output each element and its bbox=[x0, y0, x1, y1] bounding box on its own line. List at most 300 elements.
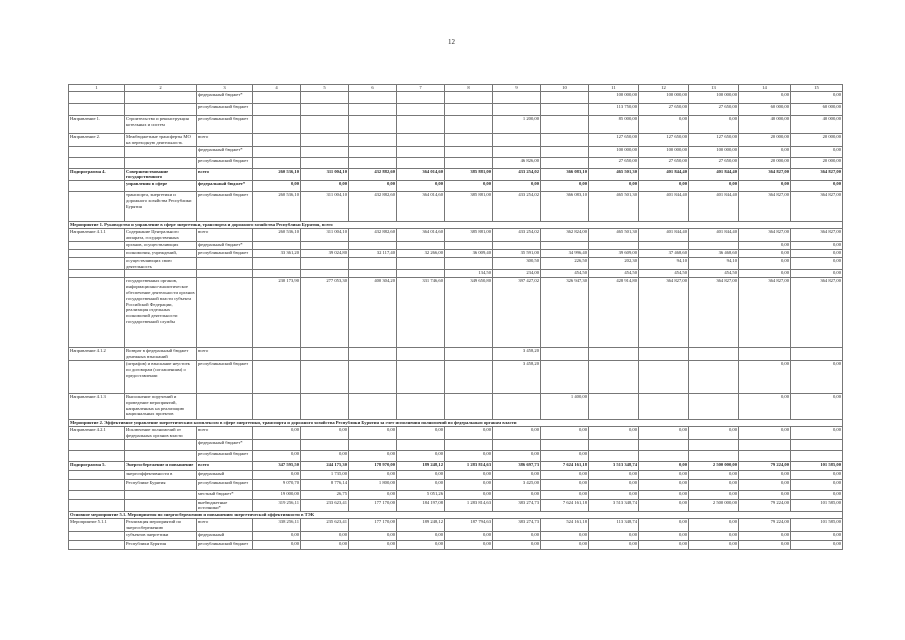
amount-cell: 113 750,00 bbox=[589, 104, 639, 116]
amount-cell: 454,50 bbox=[589, 270, 639, 278]
amount-cell: 0,00 bbox=[253, 426, 301, 439]
column-number: 3 bbox=[197, 85, 253, 92]
item-name-cell bbox=[125, 270, 197, 278]
amount-cell: 0,00 bbox=[397, 426, 445, 439]
amount-cell: 0,00 bbox=[349, 181, 397, 192]
item-code-cell bbox=[69, 92, 125, 104]
amount-cell bbox=[639, 439, 689, 450]
amount-cell: 178 970,00 bbox=[349, 461, 397, 470]
item-name-cell: осуществляющих свою деятельность bbox=[125, 257, 197, 270]
amount-cell: 0,00 bbox=[445, 479, 493, 490]
amount-cell bbox=[253, 157, 301, 168]
amount-cell bbox=[349, 92, 397, 104]
amount-cell: 226,50 bbox=[541, 257, 589, 270]
amount-cell bbox=[493, 104, 541, 116]
item-name-cell bbox=[125, 92, 197, 104]
funding-source-cell: республиканский бюджет bbox=[197, 249, 253, 257]
amount-cell bbox=[349, 134, 397, 147]
amount-cell: 1 283 814,63 bbox=[445, 461, 493, 470]
amount-cell: 0,00 bbox=[739, 181, 791, 192]
amount-cell bbox=[541, 146, 589, 157]
amount-cell: 366 083,10 bbox=[541, 168, 589, 181]
funding-source-cell: федеральный бюджет* bbox=[197, 241, 253, 249]
item-code-cell: Направление 4.1.2 bbox=[69, 348, 125, 361]
amount-cell: 0,00 bbox=[689, 519, 739, 532]
item-code-cell bbox=[69, 490, 125, 499]
item-code-cell bbox=[69, 450, 125, 461]
amount-cell: 100 000,00 bbox=[639, 92, 689, 104]
amount-cell: 277 053,30 bbox=[301, 278, 349, 348]
amount-cell: 244 175,30 bbox=[301, 461, 349, 470]
table-row bbox=[69, 490, 843, 499]
item-code-cell bbox=[69, 270, 125, 278]
amount-cell: 432 882,60 bbox=[349, 192, 397, 222]
amount-cell bbox=[791, 450, 843, 461]
amount-cell bbox=[791, 348, 843, 361]
amount-cell: 0,00 bbox=[445, 450, 493, 461]
item-code-cell bbox=[69, 146, 125, 157]
amount-cell: 3 425,00 bbox=[493, 479, 541, 490]
amount-cell: 0,00 bbox=[349, 531, 397, 540]
amount-cell: 79 224,00 bbox=[739, 499, 791, 512]
item-name-cell: энергоэффективности в bbox=[125, 470, 197, 479]
item-name-cell bbox=[125, 104, 197, 116]
amount-cell: 0,00 bbox=[589, 426, 639, 439]
amount-cell bbox=[445, 116, 493, 134]
item-code-cell: Подпрограмма 5. bbox=[69, 461, 125, 470]
amount-cell: 0,00 bbox=[791, 490, 843, 499]
amount-cell: 319 256,11 bbox=[253, 499, 301, 512]
amount-cell: 26,75 bbox=[301, 490, 349, 499]
column-number: 15 bbox=[791, 85, 843, 92]
amount-cell: 0,00 bbox=[791, 426, 843, 439]
amount-cell bbox=[445, 241, 493, 249]
amount-cell bbox=[349, 439, 397, 450]
funding-source-cell: республиканский бюджет bbox=[197, 360, 253, 393]
column-number: 7 bbox=[397, 85, 445, 92]
amount-cell: 0,00 bbox=[639, 426, 689, 439]
amount-cell: 85 000,00 bbox=[589, 116, 639, 134]
amount-cell: 0,00 bbox=[541, 450, 589, 461]
amount-cell: 113 348,74 bbox=[589, 519, 639, 532]
amount-cell bbox=[445, 146, 493, 157]
item-name-cell: Реализация мероприятий по энергосбережению bbox=[125, 519, 197, 532]
amount-cell: 364 827,00 bbox=[791, 278, 843, 348]
amount-cell: 35 591,00 bbox=[493, 249, 541, 257]
amount-cell: 0,00 bbox=[791, 540, 843, 549]
funding-source-cell: республиканский бюджет bbox=[197, 116, 253, 134]
item-code-cell bbox=[69, 479, 125, 490]
item-name-cell: Возврат в федеральный бюджет денежных взысканий bbox=[125, 348, 197, 361]
item-name-cell: Совершенствование государственного bbox=[125, 168, 197, 181]
amount-cell bbox=[253, 134, 301, 147]
item-name-cell: органов, осуществляющих bbox=[125, 241, 197, 249]
amount-cell: 347 595,50 bbox=[253, 461, 301, 470]
amount-cell: 364 827,00 bbox=[791, 168, 843, 181]
amount-cell: 101 585,00 bbox=[791, 499, 843, 512]
amount-cell: 0,00 bbox=[639, 116, 689, 134]
amount-cell bbox=[253, 257, 301, 270]
amount-cell bbox=[589, 348, 639, 361]
amount-cell bbox=[349, 116, 397, 134]
table-row bbox=[69, 192, 843, 222]
item-code-cell bbox=[69, 499, 125, 512]
amount-cell: 0,00 bbox=[791, 531, 843, 540]
amount-cell: 0,00 bbox=[689, 540, 739, 549]
amount-cell: 20 000,00 bbox=[791, 134, 843, 147]
amount-cell bbox=[253, 348, 301, 361]
amount-cell bbox=[397, 157, 445, 168]
amount-cell: 0,00 bbox=[791, 146, 843, 157]
column-number: 4 bbox=[253, 85, 301, 92]
amount-cell: 0,00 bbox=[349, 450, 397, 461]
amount-cell: 300,50 bbox=[493, 257, 541, 270]
item-name-cell: Республике Бурятия bbox=[125, 479, 197, 490]
amount-cell: 0,00 bbox=[589, 479, 639, 490]
column-number: 8 bbox=[445, 85, 493, 92]
amount-cell bbox=[301, 104, 349, 116]
item-name-cell: Энергосбережение и повышение bbox=[125, 461, 197, 470]
funding-source-cell bbox=[197, 278, 253, 348]
section-row bbox=[69, 419, 843, 426]
amount-cell bbox=[301, 393, 349, 419]
funding-source-cell: всего bbox=[197, 134, 253, 147]
amount-cell bbox=[639, 360, 689, 393]
amount-cell: 37 468,60 bbox=[639, 249, 689, 257]
amount-cell: 36 468,60 bbox=[689, 249, 739, 257]
amount-cell bbox=[253, 116, 301, 134]
amount-cell: 0,00 bbox=[349, 426, 397, 439]
amount-cell: 0,00 bbox=[493, 531, 541, 540]
amount-cell bbox=[445, 257, 493, 270]
amount-cell bbox=[541, 116, 589, 134]
amount-cell: 0,00 bbox=[589, 490, 639, 499]
amount-cell: 3 458,20 bbox=[493, 348, 541, 361]
amount-cell: 454,50 bbox=[541, 270, 589, 278]
amount-cell bbox=[397, 257, 445, 270]
amount-cell: 364 014,60 bbox=[397, 229, 445, 242]
amount-cell: 27 650,00 bbox=[639, 104, 689, 116]
table-row bbox=[69, 168, 843, 181]
amount-cell: 0,00 bbox=[541, 426, 589, 439]
amount-cell: 127 650,00 bbox=[589, 134, 639, 147]
amount-cell: 0,00 bbox=[541, 490, 589, 499]
amount-cell bbox=[253, 92, 301, 104]
amount-cell bbox=[397, 92, 445, 104]
amount-cell bbox=[445, 92, 493, 104]
funding-source-cell: федеральный бюджет* bbox=[197, 181, 253, 192]
amount-cell: 94,10 bbox=[689, 257, 739, 270]
amount-cell: 189 248,12 bbox=[397, 461, 445, 470]
amount-cell: 364 827,00 bbox=[791, 229, 843, 242]
amount-cell: 94,10 bbox=[639, 257, 689, 270]
table-row bbox=[69, 157, 843, 168]
amount-cell bbox=[589, 360, 639, 393]
column-number: 14 bbox=[739, 85, 791, 92]
table-row bbox=[69, 278, 843, 348]
item-code-cell: Направление 4.1.3 bbox=[69, 393, 125, 419]
amount-cell: 0,00 bbox=[739, 531, 791, 540]
amount-cell: 79 224,00 bbox=[739, 461, 791, 470]
item-code-cell: Мероприятие 5.1.1 bbox=[69, 519, 125, 532]
table-row bbox=[69, 249, 843, 257]
amount-cell: 0,00 bbox=[791, 270, 843, 278]
item-name-cell: (штрафов) и взыскание неустоек по договорам (соглашениям) о предоставлении bbox=[125, 360, 197, 393]
table-row bbox=[69, 393, 843, 419]
amount-cell bbox=[689, 348, 739, 361]
amount-cell: 79 224,00 bbox=[739, 519, 791, 532]
amount-cell bbox=[253, 146, 301, 157]
amount-cell bbox=[445, 104, 493, 116]
amount-cell: 0,00 bbox=[739, 270, 791, 278]
amount-cell: 433 254,02 bbox=[493, 229, 541, 242]
item-code-cell bbox=[69, 192, 125, 222]
amount-cell bbox=[397, 439, 445, 450]
amount-cell bbox=[349, 257, 397, 270]
amount-cell: 46 826,00 bbox=[493, 157, 541, 168]
amount-cell: 0,00 bbox=[445, 470, 493, 479]
amount-cell: 0,00 bbox=[397, 540, 445, 549]
amount-cell: 0,00 bbox=[791, 393, 843, 419]
amount-cell: 20 000,00 bbox=[739, 157, 791, 168]
column-number: 11 bbox=[589, 85, 639, 92]
amount-cell: 0,00 bbox=[445, 181, 493, 192]
amount-cell: 0,00 bbox=[639, 470, 689, 479]
amount-cell bbox=[349, 270, 397, 278]
amount-cell: 0,00 bbox=[639, 181, 689, 192]
amount-cell: 8 776,14 bbox=[301, 479, 349, 490]
amount-cell: 230 173,90 bbox=[253, 278, 301, 348]
amount-cell: 0,00 bbox=[639, 519, 689, 532]
amount-cell: 0,00 bbox=[301, 181, 349, 192]
amount-cell: 385 881,00 bbox=[445, 229, 493, 242]
item-code-cell bbox=[69, 157, 125, 168]
amount-cell: 0,00 bbox=[639, 479, 689, 490]
table-row bbox=[69, 181, 843, 192]
amount-cell bbox=[541, 134, 589, 147]
amount-cell bbox=[639, 393, 689, 419]
amount-cell: 364 827,00 bbox=[739, 168, 791, 181]
amount-cell: 401 844,40 bbox=[689, 168, 739, 181]
column-number: 10 bbox=[541, 85, 589, 92]
amount-cell bbox=[493, 134, 541, 147]
amount-cell: 338 256,11 bbox=[253, 519, 301, 532]
amount-cell: 0,00 bbox=[689, 181, 739, 192]
funding-source-cell: федеральный бюджет* bbox=[197, 146, 253, 157]
column-number: 12 bbox=[639, 85, 689, 92]
amount-cell bbox=[253, 241, 301, 249]
item-name-cell: государственных органов, информационно-аналитическое обеспечение деятельности органов государственной власти субъекта Российской Федерации, реализация отдельных полномочий деятельности государственной службы bbox=[125, 278, 197, 348]
item-code-cell: Направление 4.2.1 bbox=[69, 426, 125, 439]
column-number: 1 bbox=[69, 85, 125, 92]
item-name-cell bbox=[125, 146, 197, 157]
item-code-cell: Направление 2. bbox=[69, 134, 125, 147]
amount-cell: 184 197,08 bbox=[397, 499, 445, 512]
amount-cell: 0,00 bbox=[493, 540, 541, 549]
amount-cell bbox=[445, 439, 493, 450]
amount-cell: 0,00 bbox=[397, 531, 445, 540]
amount-cell bbox=[253, 104, 301, 116]
amount-cell: 0,00 bbox=[791, 241, 843, 249]
amount-cell: 60 000,00 bbox=[739, 104, 791, 116]
amount-cell: 364 827,00 bbox=[739, 229, 791, 242]
amount-cell: 40 000,00 bbox=[791, 116, 843, 134]
item-code-cell: Подпрограмма 4. bbox=[69, 168, 125, 181]
amount-cell bbox=[493, 241, 541, 249]
funding-source-cell: федеральный bbox=[197, 470, 253, 479]
amount-cell: 27 650,00 bbox=[589, 157, 639, 168]
amount-cell: 326 947,30 bbox=[541, 278, 589, 348]
amount-cell: 524 161,18 bbox=[541, 519, 589, 532]
amount-cell: 0,00 bbox=[739, 146, 791, 157]
item-name-cell: транспорта, энергетики и дорожного хозяйства Республики Бурятия bbox=[125, 192, 197, 222]
amount-cell bbox=[253, 270, 301, 278]
amount-cell: 187 794,63 bbox=[445, 519, 493, 532]
amount-cell: 0,00 bbox=[397, 470, 445, 479]
section-title: Мероприятие 2. Эффективное управление энергетическим комплексом в сфере энергетики, транспорта и дорожного хозяйства Республики Бурятия за счет исполнения полномочий по федеральным органам власти bbox=[69, 419, 843, 426]
amount-cell bbox=[445, 393, 493, 419]
amount-cell: 0,00 bbox=[445, 490, 493, 499]
funding-source-cell: всего bbox=[197, 519, 253, 532]
amount-cell: 40 000,00 bbox=[739, 116, 791, 134]
item-code-cell: Направление 1. bbox=[69, 116, 125, 134]
table-row bbox=[69, 461, 843, 470]
amount-cell: 0,00 bbox=[739, 426, 791, 439]
funding-source-cell: всего bbox=[197, 348, 253, 361]
table-row bbox=[69, 450, 843, 461]
section-title: Мероприятие 1. Руководство и управление в сфере энергетики, транспорта и дорожного хозяйства Республики Бурятия, всего bbox=[69, 222, 843, 229]
amount-cell bbox=[397, 134, 445, 147]
amount-cell: 235 623,41 bbox=[301, 519, 349, 532]
amount-cell: 0,00 bbox=[397, 181, 445, 192]
item-name-cell: полномочия, учреждений, bbox=[125, 249, 197, 257]
funding-source-cell: всего bbox=[197, 426, 253, 439]
amount-cell: 0,00 bbox=[689, 479, 739, 490]
amount-cell bbox=[493, 146, 541, 157]
amount-cell bbox=[397, 104, 445, 116]
amount-cell bbox=[445, 348, 493, 361]
table-row bbox=[69, 439, 843, 450]
funding-source-cell bbox=[197, 270, 253, 278]
amount-cell bbox=[541, 348, 589, 361]
amount-cell bbox=[541, 439, 589, 450]
amount-cell: 383 274,73 bbox=[493, 499, 541, 512]
amount-cell: 60 000,00 bbox=[791, 104, 843, 116]
amount-cell: 202,30 bbox=[589, 257, 639, 270]
amount-cell: 100 000,00 bbox=[589, 92, 639, 104]
item-code-cell bbox=[69, 257, 125, 270]
section-title: Основное мероприятие 5.1. Мероприятия по энергосбережению и повышению энергетической эффективности в ТЭК bbox=[69, 512, 843, 519]
amount-cell bbox=[397, 146, 445, 157]
amount-cell: 127 650,00 bbox=[639, 134, 689, 147]
amount-cell: 7 624 161,18 bbox=[541, 461, 589, 470]
amount-cell bbox=[689, 393, 739, 419]
amount-cell bbox=[301, 348, 349, 361]
amount-cell bbox=[541, 92, 589, 104]
funding-source-cell: республиканский бюджет bbox=[197, 479, 253, 490]
amount-cell: 0,00 bbox=[589, 181, 639, 192]
item-name-cell bbox=[125, 450, 197, 461]
funding-source-cell: федеральный bbox=[197, 531, 253, 540]
item-name-cell: субъектов энергетики bbox=[125, 531, 197, 540]
amount-cell: 1 400,00 bbox=[541, 393, 589, 419]
table-row bbox=[69, 241, 843, 249]
amount-cell: 0,00 bbox=[349, 490, 397, 499]
amount-cell: 0,00 bbox=[541, 479, 589, 490]
amount-cell: 0,00 bbox=[739, 540, 791, 549]
amount-cell: 0,00 bbox=[791, 479, 843, 490]
amount-cell bbox=[301, 270, 349, 278]
amount-cell bbox=[445, 360, 493, 393]
amount-cell bbox=[689, 450, 739, 461]
table-row bbox=[69, 540, 843, 549]
amount-cell: 0,00 bbox=[253, 531, 301, 540]
amount-cell bbox=[541, 360, 589, 393]
amount-cell: 0,00 bbox=[739, 470, 791, 479]
item-name-cell bbox=[125, 490, 197, 499]
amount-cell bbox=[397, 393, 445, 419]
amount-cell: 401 844,40 bbox=[639, 229, 689, 242]
amount-cell: 34 996,40 bbox=[541, 249, 589, 257]
amount-cell bbox=[445, 157, 493, 168]
amount-cell: 9 070,70 bbox=[253, 479, 301, 490]
funding-source-cell: республиканский бюджет bbox=[197, 157, 253, 168]
amount-cell: 27 650,00 bbox=[639, 157, 689, 168]
amount-cell bbox=[349, 393, 397, 419]
amount-cell: 0,00 bbox=[589, 540, 639, 549]
item-code-cell bbox=[69, 181, 125, 192]
funding-source-cell bbox=[197, 393, 253, 419]
amount-cell: 0,00 bbox=[739, 490, 791, 499]
amount-cell: 2 500 000,00 bbox=[689, 499, 739, 512]
amount-cell: 0,00 bbox=[739, 92, 791, 104]
amount-cell: 0,00 bbox=[445, 426, 493, 439]
amount-cell: 364 827,00 bbox=[689, 278, 739, 348]
amount-cell: 0,00 bbox=[739, 393, 791, 419]
amount-cell: 433 254,02 bbox=[493, 168, 541, 181]
amount-cell: 0,00 bbox=[445, 531, 493, 540]
amount-cell bbox=[639, 450, 689, 461]
amount-cell: 0,00 bbox=[301, 450, 349, 461]
item-code-cell bbox=[69, 104, 125, 116]
table-row bbox=[69, 470, 843, 479]
amount-cell: 401 844,40 bbox=[639, 168, 689, 181]
amount-cell bbox=[349, 348, 397, 361]
column-number: 9 bbox=[493, 85, 541, 92]
amount-cell: 0,00 bbox=[689, 531, 739, 540]
amount-cell: 0,00 bbox=[493, 426, 541, 439]
amount-cell: 432 882,60 bbox=[349, 229, 397, 242]
table-row bbox=[69, 116, 843, 134]
amount-cell bbox=[639, 348, 689, 361]
amount-cell bbox=[541, 104, 589, 116]
amount-cell: 0,00 bbox=[739, 479, 791, 490]
amount-cell bbox=[349, 241, 397, 249]
amount-cell: 0,00 bbox=[791, 360, 843, 393]
amount-cell: 0,00 bbox=[639, 531, 689, 540]
amount-cell bbox=[397, 270, 445, 278]
item-code-cell bbox=[69, 278, 125, 348]
amount-cell: 0,00 bbox=[445, 540, 493, 549]
amount-cell: 397 427,02 bbox=[493, 278, 541, 348]
amount-cell bbox=[349, 360, 397, 393]
amount-cell: 134,50 bbox=[445, 270, 493, 278]
amount-cell bbox=[689, 241, 739, 249]
amount-cell: 234,00 bbox=[493, 270, 541, 278]
amount-cell: 0,00 bbox=[397, 450, 445, 461]
amount-cell bbox=[397, 116, 445, 134]
amount-cell: 19 000,00 bbox=[253, 490, 301, 499]
